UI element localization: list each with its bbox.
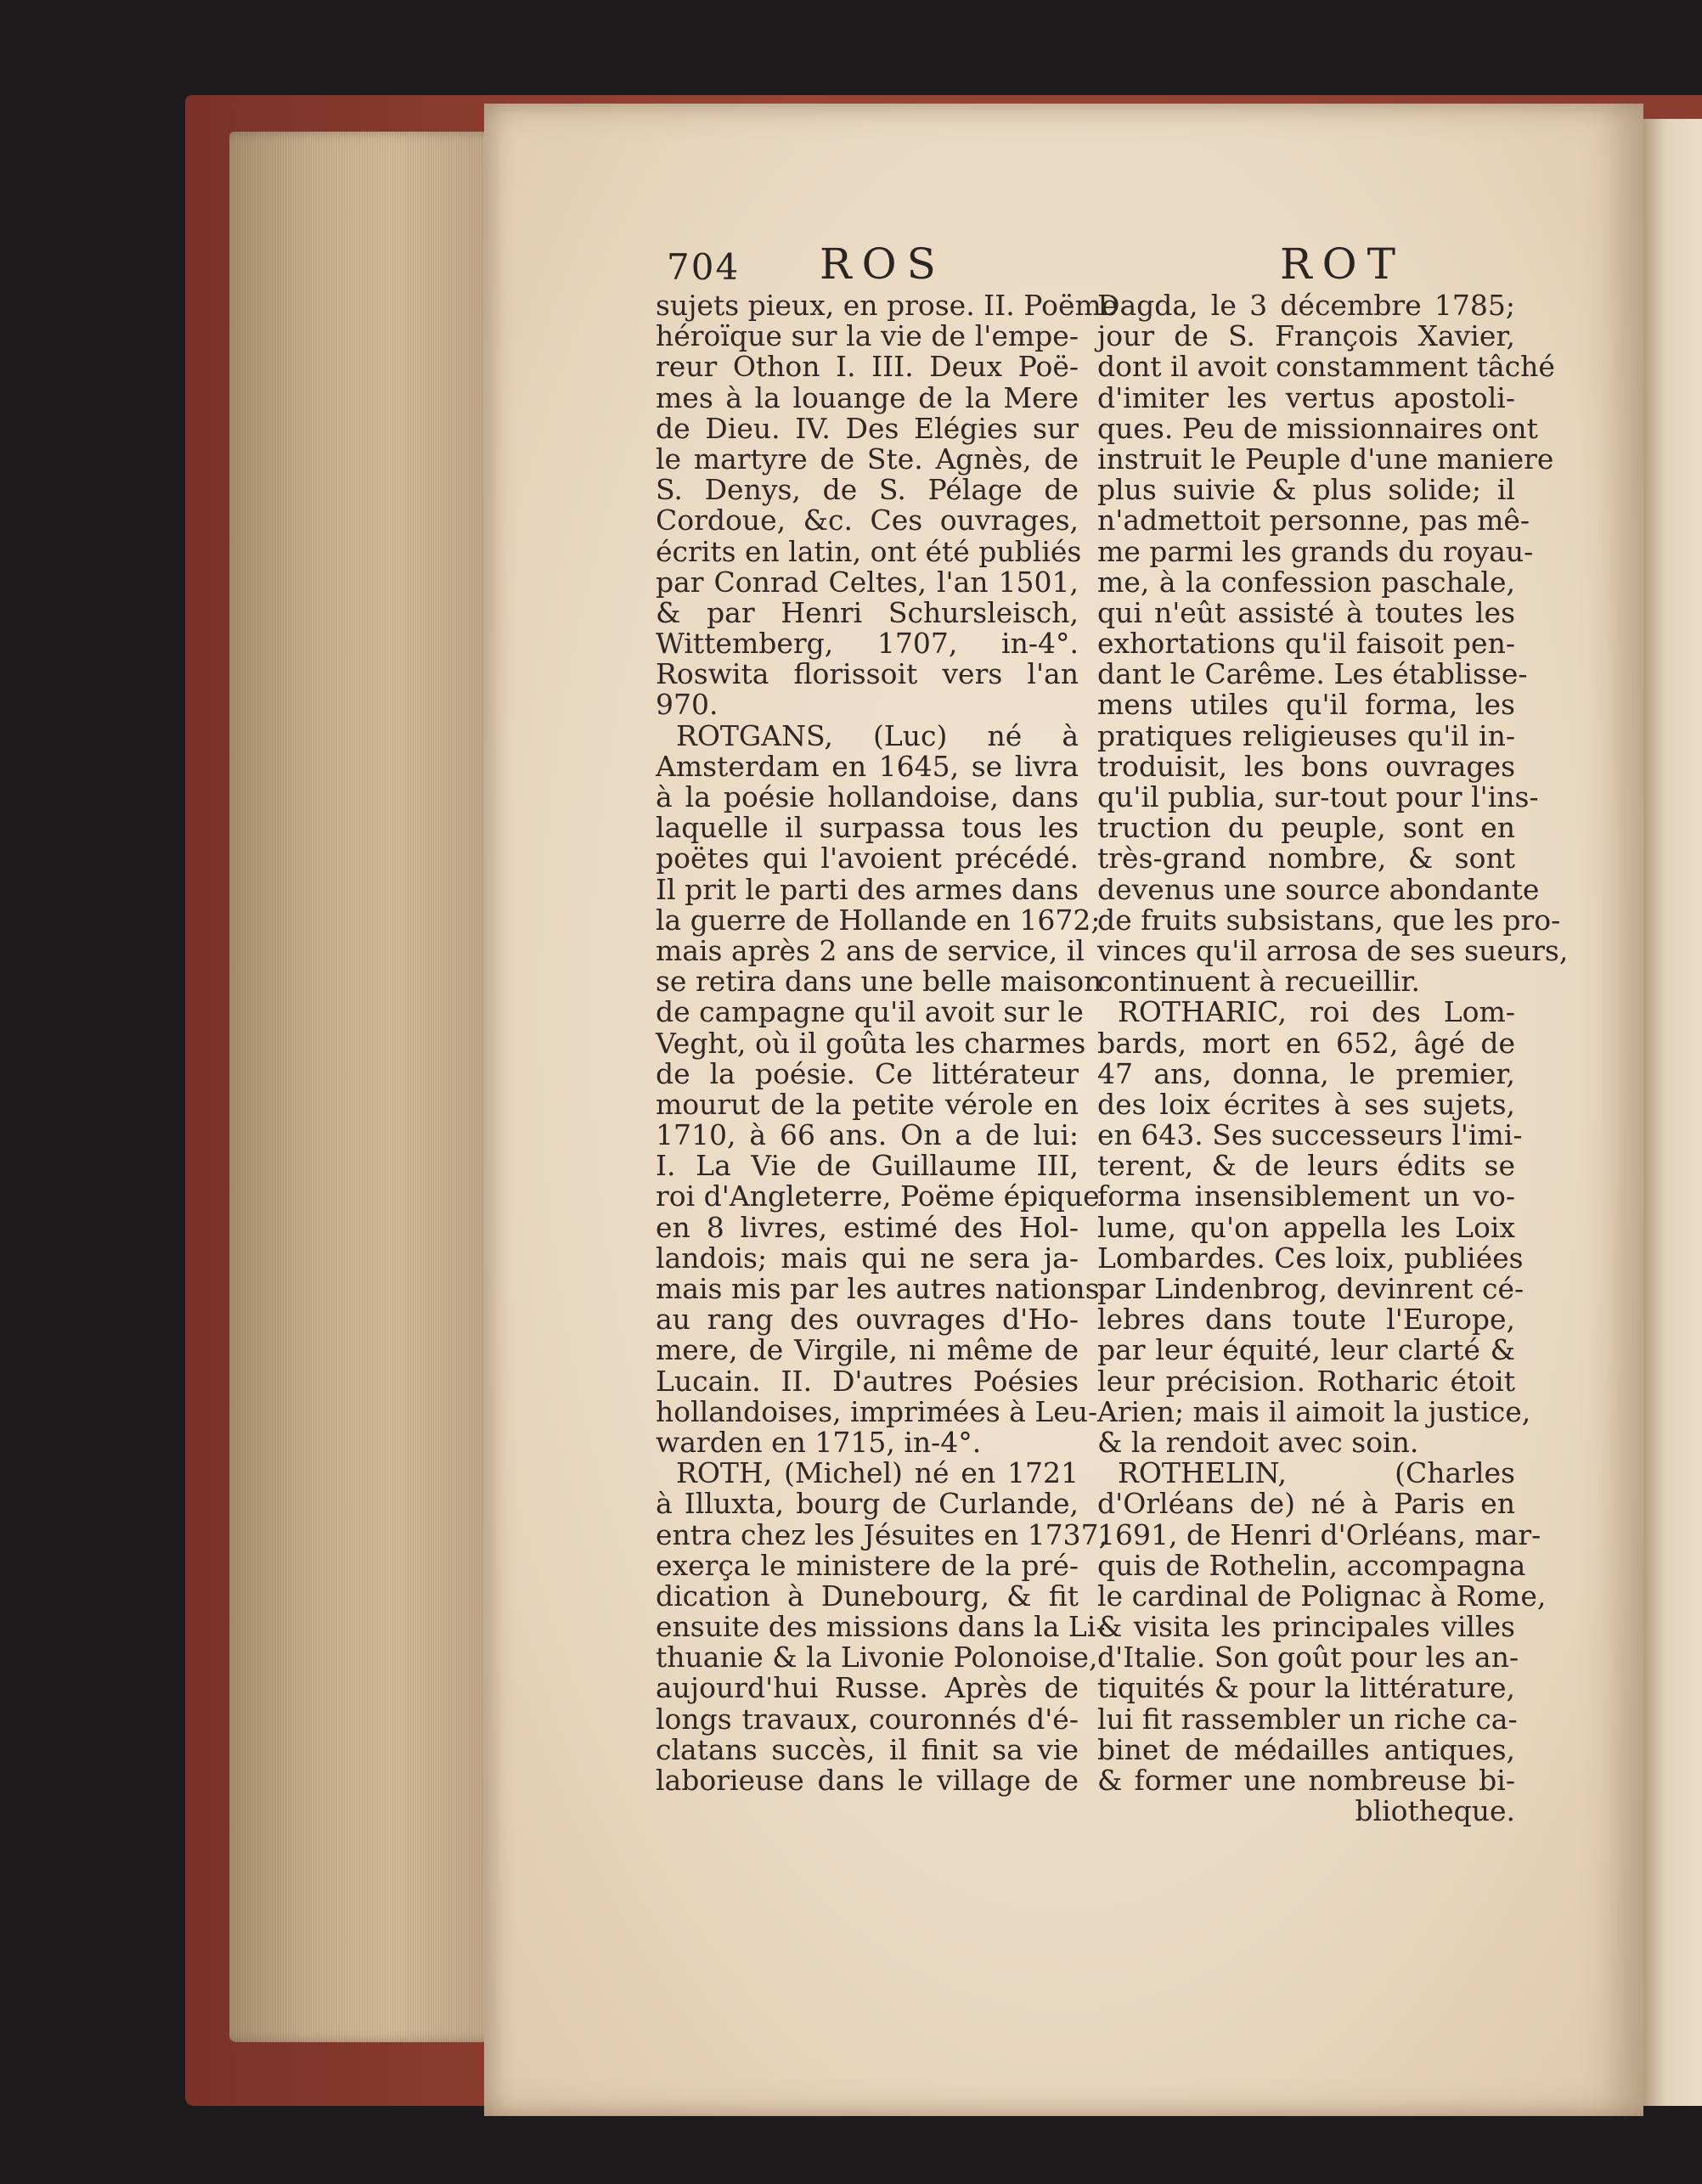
text-line: Roswita florissoit vers l'an — [656, 657, 1079, 691]
text-line: ensuite des missions dans la Li- — [656, 1610, 1106, 1644]
text-line: 1710, à 66 ans. On a de lui: — [656, 1118, 1079, 1152]
right-text-column — [1097, 289, 1569, 1828]
text-line: quis de Rothelin, accompagna — [1097, 1548, 1526, 1582]
header-left-word: ROS — [820, 239, 946, 289]
text-line: truction du peuple, sont en — [1097, 811, 1515, 845]
facing-page-edge — [1643, 119, 1702, 2106]
text-line: Veght, où il goûta les charmes — [656, 1026, 1086, 1060]
text-line: bliotheque. — [1355, 1794, 1515, 1828]
text-line: reur Othon I. III. Deux Poë- — [656, 350, 1079, 384]
text-line: n'admettoit personne, pas mê- — [1097, 504, 1530, 538]
text-line: landois; mais qui ne sera ja- — [656, 1241, 1079, 1275]
text-line: aujourd'hui Russe. Après de — [656, 1671, 1079, 1705]
text-line: warden en 1715, in-4°. — [656, 1425, 982, 1459]
text-line: se retira dans une belle maison — [656, 965, 1102, 999]
text-line: sujets pieux, en prose. II. Poëme — [656, 289, 1119, 322]
text-line: Cordoue, &c. Ces ouvrages, — [656, 504, 1079, 538]
text-line: leur précision. Rotharic étoit — [1097, 1364, 1515, 1398]
text-line: lui fit rassembler un riche ca- — [1097, 1702, 1518, 1736]
text-line: forma insensiblement un vo- — [1097, 1179, 1515, 1213]
header-right-word: ROT — [1280, 239, 1406, 289]
text-line: ROTH, (Michel) né en 1721 — [676, 1456, 1079, 1490]
text-line: de Dieu. IV. Des Elégies sur — [656, 411, 1079, 445]
text-line: Il prit le parti des armes dans — [656, 872, 1079, 906]
text-line: ROTHELIN, (Charles — [1118, 1456, 1515, 1490]
text-line: tiquités & pour la littérature, — [1097, 1671, 1515, 1705]
text-line: par leur équité, leur clarté & — [1097, 1333, 1515, 1367]
text-line: dont il avoit constamment tâché — [1097, 350, 1555, 384]
text-line: continuent à recueillir. — [1097, 965, 1421, 999]
text-line: Wittemberg, 1707, in-4°. — [656, 627, 1079, 661]
text-line: binet de médailles antiques, — [1097, 1732, 1515, 1766]
text-line: le cardinal de Polignac à Rome, — [1097, 1579, 1547, 1613]
text-line: entra chez les Jésuites en 1737, — [656, 1517, 1108, 1551]
text-line: mais après 2 ans de service, il — [656, 933, 1085, 967]
text-line: Arien; mais il aimoit la justice, — [1097, 1394, 1531, 1428]
text-line: instruit le Peuple d'une maniere — [1097, 442, 1554, 476]
text-line: d'Orléans de) né à Paris en — [1097, 1487, 1515, 1521]
text-line: me, à la confession paschale, — [1097, 565, 1515, 599]
text-line: par Lindenbrog, devinrent cé- — [1097, 1272, 1524, 1305]
text-line: Lombardes. Ces loix, publiées — [1097, 1241, 1524, 1275]
text-line: terent, & de leurs édits se — [1097, 1149, 1515, 1183]
text-line: & la rendoit avec soin. — [1097, 1425, 1419, 1459]
text-line: longs travaux, couronnés d'é- — [656, 1702, 1079, 1736]
text-line: ROTHARIC, roi des Lom- — [1118, 995, 1515, 1029]
text-line: I. La Vie de Guillaume III, — [656, 1149, 1079, 1183]
text-line: clatans succès, il finit sa vie — [656, 1732, 1079, 1766]
text-line: & par Henri Schursleisch, — [656, 595, 1079, 629]
text-line: mens utiles qu'il forma, les — [1097, 688, 1515, 722]
text-line: le martyre de Ste. Agnès, de — [656, 442, 1079, 476]
left-text-column — [656, 289, 1119, 1797]
text-line: 47 ans, donna, le premier, — [1097, 1056, 1515, 1090]
text-line: devenus une source abondante — [1097, 872, 1540, 906]
page-number: 704 — [667, 246, 741, 288]
text-line: d'Italie. Son goût pour les an- — [1097, 1641, 1519, 1675]
text-line: exerça le ministere de la pré- — [656, 1548, 1079, 1582]
text-line: 1691, de Henri d'Orléans, mar- — [1097, 1517, 1541, 1551]
text-line: écrits en latin, ont été publiés — [656, 534, 1082, 568]
text-line: de fruits subsistans, que les pro- — [1097, 903, 1561, 937]
text-line: d'imiter les vertus apostoli- — [1097, 380, 1515, 414]
text-line: en 643. Ses successeurs l'imi- — [1097, 1118, 1523, 1152]
text-line: à la poésie hollandoise, dans — [656, 780, 1079, 813]
text-line: par Conrad Celtes, l'an 1501, — [656, 565, 1079, 599]
text-line: 970. — [656, 688, 719, 722]
text-line: laborieuse dans le village de — [656, 1764, 1079, 1797]
text-line: héroïque sur la vie de l'empe- — [656, 319, 1079, 353]
text-line: Dagda, le 3 décembre 1785; — [1097, 289, 1515, 322]
text-line: ques. Peu de missionnaires ont — [1097, 411, 1538, 445]
text-line: au rang des ouvrages d'Ho- — [656, 1303, 1079, 1337]
text-line: ROTGANS, (Luc) né à — [676, 718, 1079, 752]
text-line: hollandoises, imprimées à Leu- — [656, 1394, 1098, 1428]
text-line: qu'il publia, sur-tout pour l'ins- — [1097, 780, 1539, 813]
text-line: jour de S. François Xavier, — [1097, 319, 1515, 353]
text-line: laquelle il surpassa tous les — [656, 811, 1079, 845]
text-line: roi d'Angleterre, Poëme épique — [656, 1179, 1100, 1213]
text-line: vinces qu'il arrosa de ses sueurs, — [1097, 933, 1569, 967]
text-line: en 8 livres, estimé des Hol- — [656, 1210, 1079, 1244]
text-line: Lucain. II. D'autres Poésies — [656, 1364, 1079, 1398]
text-line: de la poésie. Ce littérateur — [656, 1056, 1079, 1090]
text-line: de campagne qu'il avoit sur le — [656, 995, 1084, 1029]
running-header — [667, 239, 1516, 290]
text-line: S. Denys, de S. Pélage de — [656, 473, 1079, 507]
text-line: plus suivie & plus solide; il — [1097, 473, 1515, 507]
text-line: & visita les principales villes — [1097, 1610, 1515, 1644]
text-line: pratiques religieuses qu'il in- — [1097, 718, 1515, 752]
text-line: exhortations qu'il faisoit pen- — [1097, 627, 1515, 661]
text-line: troduisit, les bons ouvrages — [1097, 749, 1515, 783]
text-line: lebres dans toute l'Europe, — [1097, 1303, 1515, 1337]
text-line: dication à Dunebourg, & fit — [656, 1579, 1079, 1613]
text-line: & former une nombreuse bi- — [1097, 1764, 1515, 1797]
text-line: mere, de Virgile, ni même de — [656, 1333, 1079, 1367]
text-line: thuanie & la Livonie Polonoise, — [656, 1641, 1098, 1675]
text-line: dant le Carême. Les établisse- — [1097, 657, 1528, 691]
text-line: mes à la louange de la Mere — [656, 380, 1079, 414]
text-line: lume, qu'on appella les Loix — [1097, 1210, 1515, 1244]
text-line: très-grand nombre, & sont — [1097, 842, 1515, 875]
text-line: me parmi les grands du royau- — [1097, 534, 1534, 568]
text-line: mourut de la petite vérole en — [656, 1087, 1079, 1121]
text-line: Amsterdam en 1645, se livra — [656, 749, 1079, 783]
text-line: à Illuxta, bourg de Curlande, — [656, 1487, 1079, 1521]
text-line: poëtes qui l'avoient précédé. — [656, 842, 1079, 875]
text-line: la guerre de Hollande en 1672; — [656, 903, 1101, 937]
text-line: des loix écrites à ses sujets, — [1097, 1087, 1515, 1121]
text-line: qui n'eût assisté à toutes les — [1097, 595, 1515, 629]
text-line: bards, mort en 652, âgé de — [1097, 1026, 1515, 1060]
page-block-edge — [229, 132, 501, 2042]
text-line: mais mis par les autres nations — [656, 1272, 1100, 1305]
